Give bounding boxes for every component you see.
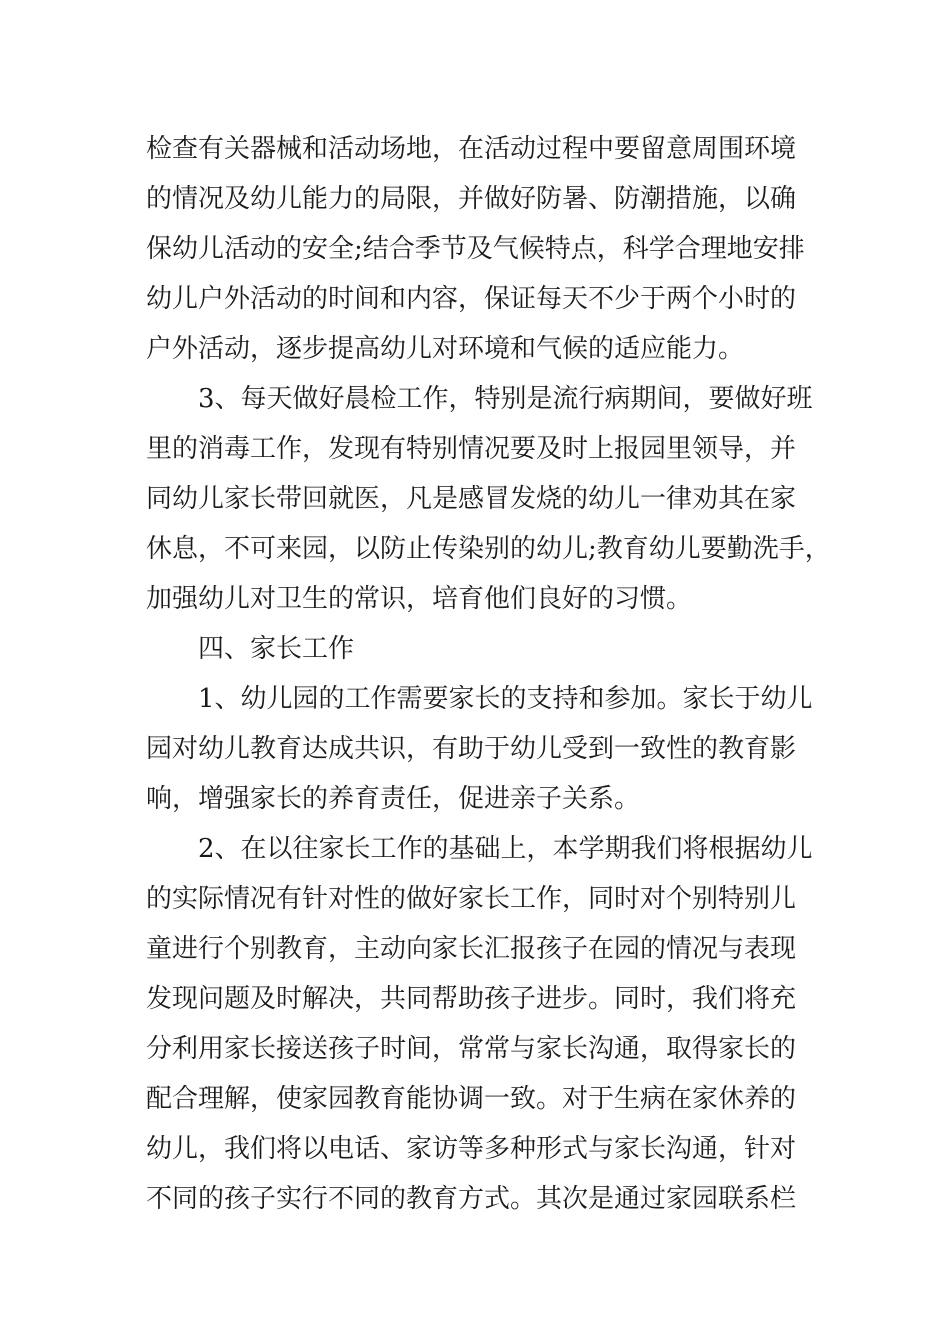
text-line: 配合理解，使家园教育能协调一致。对于生病在家休养的 xyxy=(146,1084,797,1114)
text-line: 检查有关器械和活动场地，在活动过程中要留意周围环境 xyxy=(146,134,797,164)
text-line: 的实际情况有针对性的做好家长工作，同时对个别特别儿 xyxy=(146,884,797,914)
text-line: 里的消毒工作，发现有特别情况要及时上报园里领导，并 xyxy=(146,434,797,464)
text-line: 分利用家长接送孩子时间，常常与家长沟通，取得家长的 xyxy=(146,1034,797,1064)
text-line: 响，增强家长的养育责任，促进亲子关系。 xyxy=(146,784,641,814)
text-line: 同幼儿家长带回就医，凡是感冒发烧的幼儿一律劝其在家 xyxy=(146,484,797,514)
text-line: 加强幼儿对卫生的常识，培育他们良好的习惯。 xyxy=(146,584,693,614)
document-body xyxy=(146,124,831,1224)
text-line: 童进行个别教育，主动向家长汇报孩子在园的情况与表现 xyxy=(146,934,797,964)
text-line: 的情况及幼儿能力的局限，并做好防暑、防潮措施，以确 xyxy=(146,184,797,214)
text-line: 幼儿户外活动的时间和内容，保证每天不少于两个小时的 xyxy=(146,284,797,314)
text-line: 幼儿，我们将以电话、家访等多种形式与家长沟通，针对 xyxy=(146,1134,797,1164)
text-line: 户外活动，逐步提高幼儿对环境和气候的适应能力。 xyxy=(146,334,745,364)
text-line: 2、在以往家长工作的基础上，本学期我们将根据幼儿 xyxy=(198,834,813,864)
text-line: 发现问题及时解决，共同帮助孩子进步。同时，我们将充 xyxy=(146,984,797,1014)
text-line: 3、每天做好晨检工作，特别是流行病期间，要做好班 xyxy=(198,384,813,414)
text-line: 休息，不可来园，以防止传染别的幼儿;教育幼儿要勤洗手， xyxy=(146,534,831,564)
text-line: 园对幼儿教育达成共识，有助于幼儿受到一致性的教育影 xyxy=(146,734,797,764)
section-heading: 四、家长工作 xyxy=(198,634,355,664)
text-line: 保幼儿活动的安全;结合季节及气候特点，科学合理地安排 xyxy=(146,234,805,264)
text-line: 不同的孩子实行不同的教育方式。其次是通过家园联系栏 xyxy=(146,1184,797,1214)
text-line: 1、幼儿园的工作需要家长的支持和参加。家长于幼儿 xyxy=(198,684,813,714)
